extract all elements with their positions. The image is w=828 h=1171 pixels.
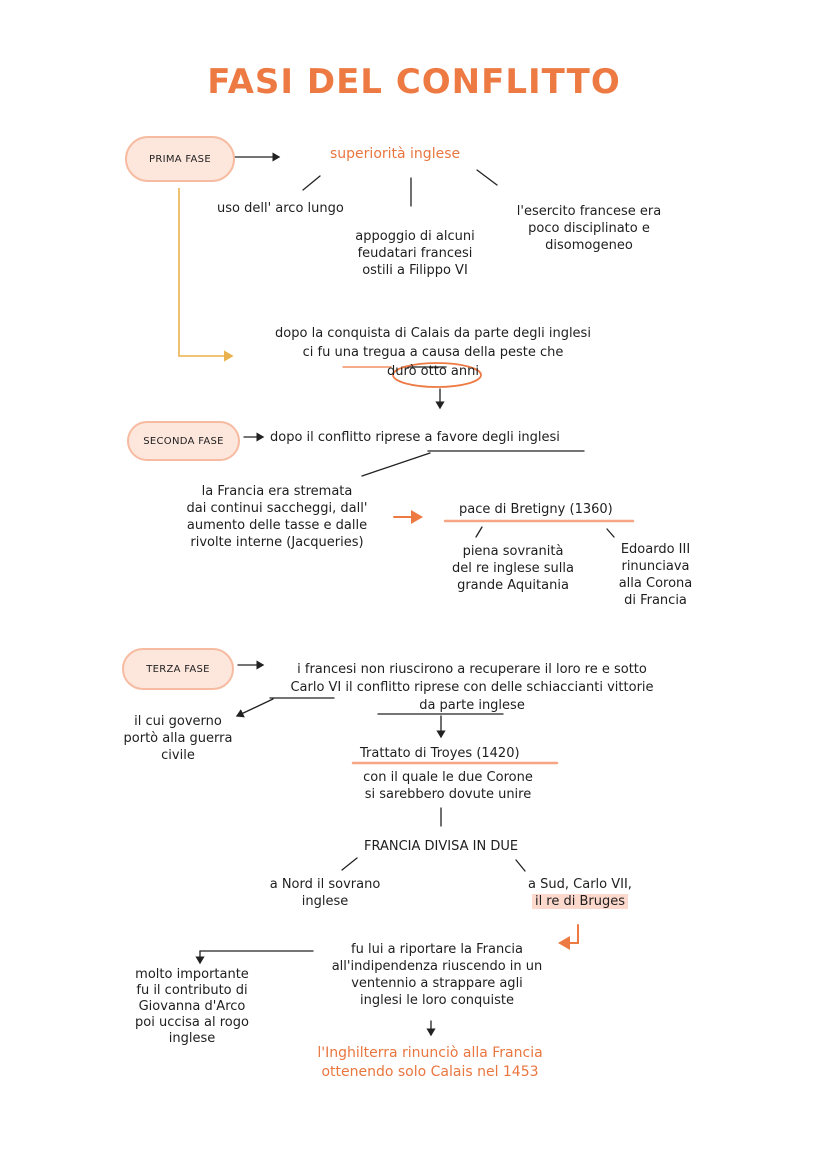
- phase3-division: FRANCIA DIVISA IN DUE: [364, 839, 519, 854]
- phase3-treaty: Trattato di Troyes (1420): [360, 746, 520, 761]
- phase2-heading: dopo il conflitto riprese a favore degli inglesi: [270, 430, 560, 445]
- phase3-conclusion: l'Inghilterra rinunciò alla Francia ottenendo solo Calais nel 1453: [317, 1045, 543, 1080]
- phase3-independence: fu lui a riportare la Francia all'indipendenza riuscendo in un ventennio a strappare agli inglesi le loro conquiste: [331, 942, 543, 1008]
- page-title: FASI DEL CONFLITTO: [207, 62, 621, 102]
- phase1-point-arco: uso dell' arco lungo: [217, 201, 344, 216]
- line-to-north: [342, 858, 357, 870]
- phase3-joan: molto importante fu il contributo di Giovanna d'Arco poi uccisa al rogo inglese: [135, 967, 249, 1046]
- phase3-south: a Sud, Carlo VII, il re di Bruges: [528, 877, 632, 909]
- phase3-heading: i francesi non riuscirono a recuperare il loro re e sotto Carlo VI il conflitto riprese con delle schiaccianti vittorie da parte inglese: [290, 662, 654, 713]
- phase2-label: SECONDA FASE: [127, 421, 240, 461]
- phase3-label: TERZA FASE: [122, 648, 234, 690]
- phase3-civil-war: il cui governo portò alla guerra civile: [123, 714, 233, 763]
- line-to-south: [516, 860, 525, 871]
- line-to-arco: [303, 176, 320, 190]
- line-to-edoardo: [607, 529, 614, 537]
- phase1-point-esercito: l'esercito francese era poco disciplinato e disomogeneo: [516, 204, 662, 253]
- phase1-truce: dopo la conquista di Calais da parte degli inglesi ci fu una tregua a causa della peste che durò otto anni: [275, 326, 591, 379]
- line-to-esercito: [477, 170, 497, 185]
- phase2-peace: pace di Bretigny (1360): [459, 502, 613, 517]
- phase1-heading: superiorità inglese: [330, 146, 461, 162]
- phase1-point-appoggio: appoggio di alcuni feudatari francesi ostili a Filippo VI: [355, 229, 475, 278]
- phase2-peace-sovranita: piena sovranità del re inglese sulla grande Aquitania: [451, 544, 574, 593]
- phase2-cause: la Francia era stremata dai continui saccheggi, dall' aumento delle tasse e dalle rivolte interne (Jacqueries): [186, 484, 368, 550]
- phase3-north: a Nord il sovrano inglese: [269, 877, 381, 909]
- line-to-sovranita: [476, 527, 482, 537]
- phase3-south-highlight: il re di Bruges: [532, 894, 628, 909]
- phase1-label: PRIMA FASE: [125, 136, 235, 182]
- phase3-treaty-desc: con il quale le due Corone si sarebbero dovute unire: [363, 770, 533, 802]
- line-to-cause: [362, 453, 430, 476]
- phase2-peace-edoardo: Edoardo III rinunciava alla Corona di Francia: [618, 542, 693, 608]
